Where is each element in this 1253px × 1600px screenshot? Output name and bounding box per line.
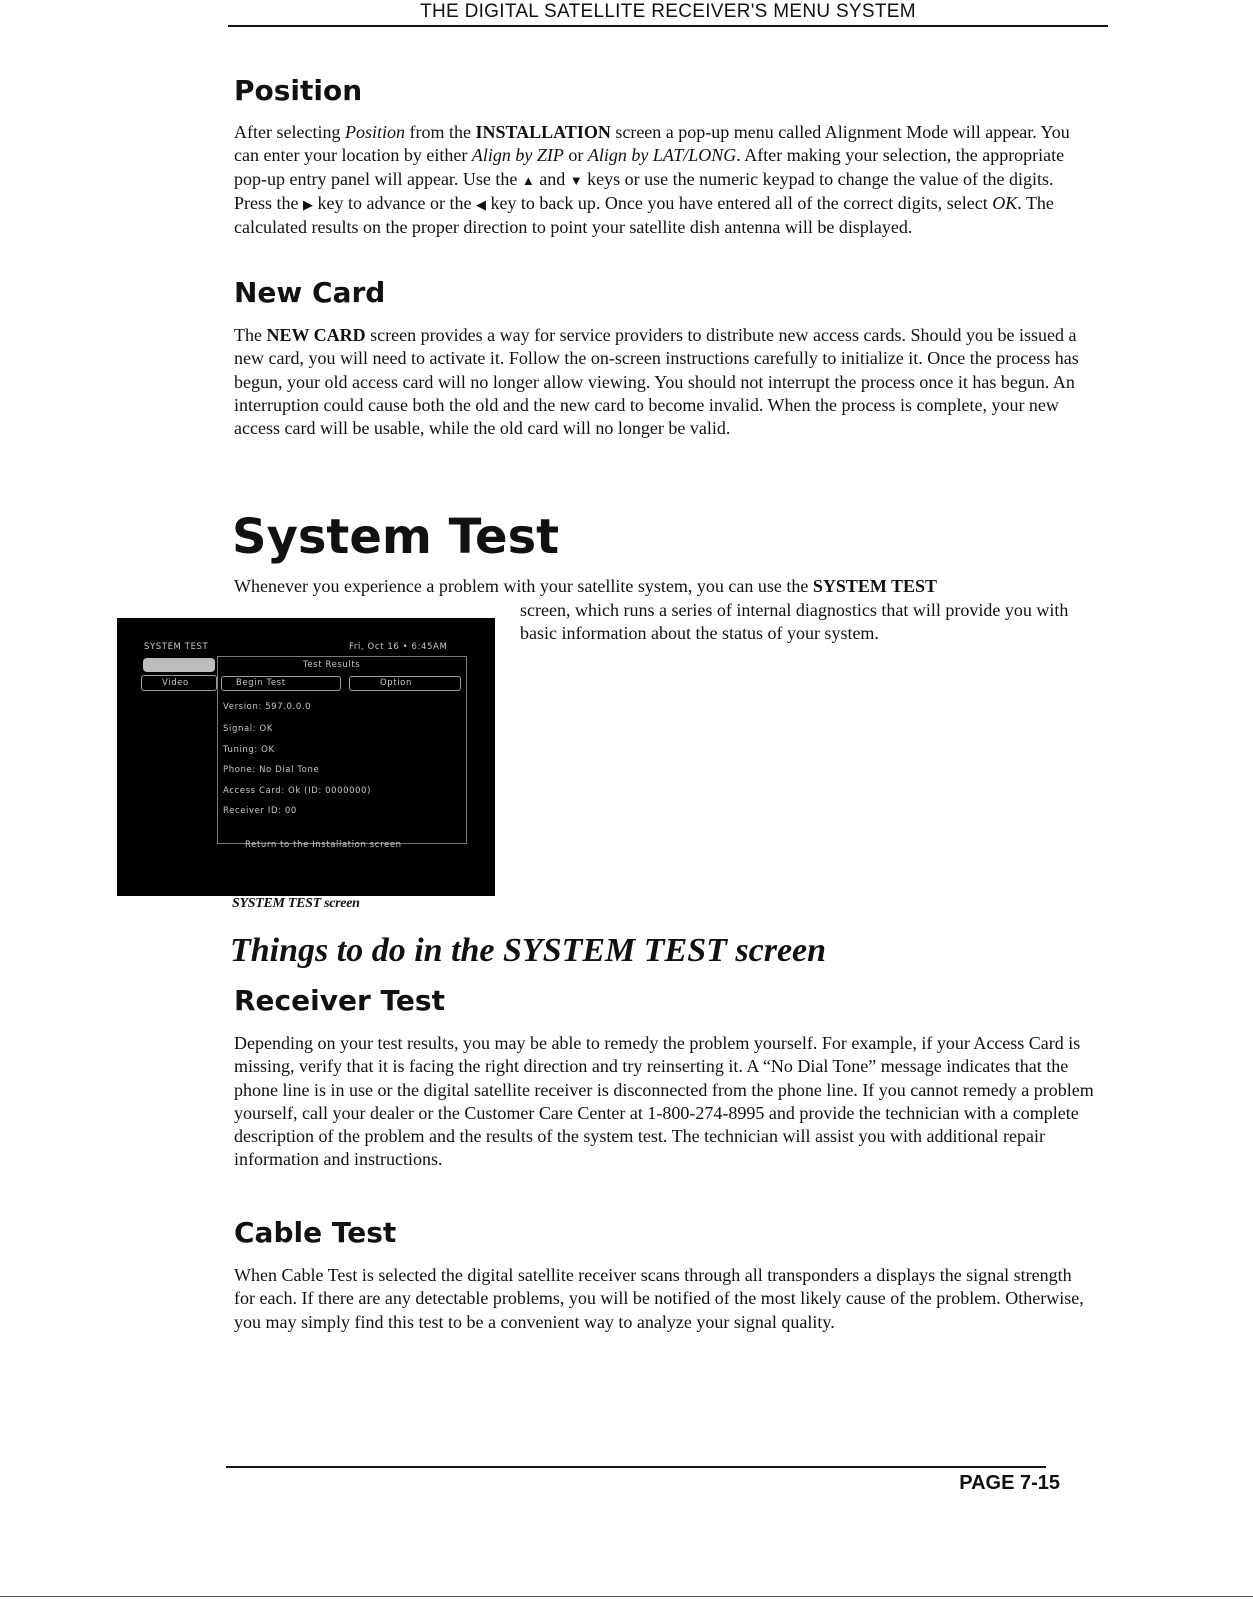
paragraph-receiver-test: Depending on your test results, you may be able to remedy the problem yourself. For example, if your Access Card is missing, verify that it is facing the right direction and try reinserting it. A “No Dial Tone” message indicates that the phone line is in use or the digital satellite receiver is disconnected from the phone line. If you cannot remedy a problem yourself, call your dealer or the Customer Care Center at 1-800-274-8995 and provide the technician with a complete description of the problem and the results of the system test. The technician will assist you with additional repair information and instructions. [234,1033,1094,1170]
header-rule [228,25,1108,27]
down-arrow-icon: ▼ [569,172,583,188]
screen-side-tab-selected [143,658,215,672]
screen-datetime: Fri, Oct 16 • 6:45AM [349,642,448,652]
scan-edge-rule [0,1596,1253,1597]
heading-receiver-test: Receiver Test [234,984,445,1017]
right-arrow-icon: ▶ [303,196,313,212]
screen-side-tab-video: Video [141,675,217,691]
screen-result-row: Version: 597.0.0.0 [223,702,312,712]
paragraph-system-test-intro-line1: Whenever you experience a problem with your satellite system, you can use the SYSTEM TEST [234,576,938,596]
heading-new-card: New Card [234,276,386,309]
paragraph-new-card: The NEW CARD screen provides a way for service providers to distribute new access cards. Should you be issued a new card, you will need to activate it. Follow the on-screen instructions carefully to initialize it. Once the process has begun, your old access card will no longer allow viewing. You should not interrupt the process once it has begun. An interruption could cause both the old and the new card to become invalid. When the process is complete, your new access card will be usable, while the old card will no longer be valid. [234,325,1079,439]
screen-result-row: Phone: No Dial Tone [223,765,320,775]
running-head: THE DIGITAL SATELLITE RECEIVER'S MENU SYSTEM [420,1,916,22]
heading-things-to-do: Things to do in the SYSTEM TEST screen [230,932,827,969]
up-arrow-icon: ▲ [521,172,535,188]
screen-result-row: Signal: OK [223,724,273,734]
screen-result-row: Tuning: OK [223,745,275,755]
screen-result-row: Access Card: Ok (ID: 0000000) [223,786,372,796]
screen-result-row: Receiver ID: 00 [223,806,297,816]
screen-option-button: Option [349,676,461,691]
paragraph-position: After selecting Position from the INSTALLATION screen a pop-up menu called Alignment Mode will appear. You can enter your location by either Align by ZIP or Align by LAT/LONG. After making your selection, the appropriate pop-up entry panel will appear. Use the ▲ and ▼ keys or use the numeric keypad to change the value of the digits. Press the ▶ key to advance or the ◀ key to back up. Once you have entered all of the correct digits, select OK. The calculated results on the proper direction to point your satellite dish antenna will be displayed. [234,122,1070,238]
screen-panel-title: Test Results [303,660,361,670]
paragraph-cable-test: When Cable Test is selected the digital satellite receiver scans through all transponders a displays the signal strength for each. If there are any detectable problems, you will be notified of the most likely cause of the problem. Otherwise, you may simply find this test to be a convenient way to analyze your signal quality. [234,1265,1084,1332]
left-arrow-icon: ◀ [475,196,486,212]
heading-position: Position [234,74,363,107]
screen-begin-test-button: Begin Test [221,676,341,691]
footer-rule [226,1466,1046,1468]
system-test-screen-image [117,618,495,896]
page-number: PAGE 7-15 [959,1472,1060,1494]
heading-system-test: System Test [232,509,560,565]
screen-title: SYSTEM TEST [144,642,209,652]
screen-return-link: Return to the Installation screen [245,840,402,850]
heading-cable-test: Cable Test [234,1216,397,1249]
paragraph-system-test-intro-rest: screen, which runs a series of internal diagnostics that will provide you with basic information about the status of your system. [520,600,1069,644]
figure-caption: SYSTEM TEST screen [232,896,360,911]
